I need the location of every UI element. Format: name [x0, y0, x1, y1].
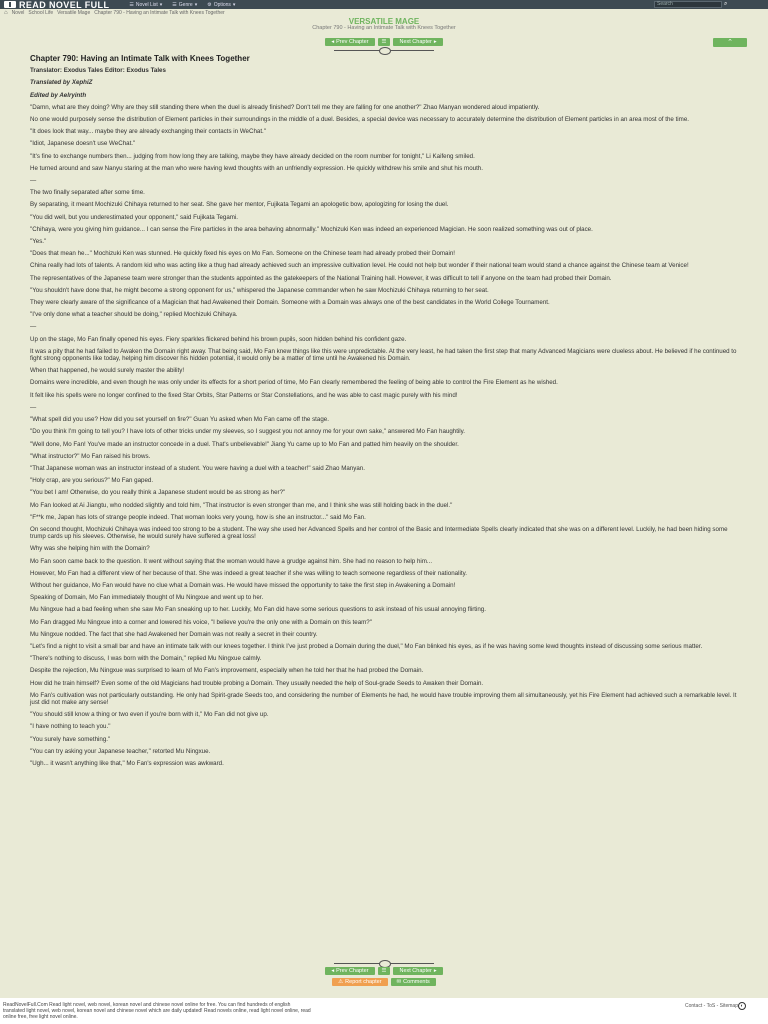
home-icon[interactable]: ⌂ [4, 10, 8, 16]
paragraph: "I've only done what a teacher should be doing," replied Mochizuki Chihaya. [30, 311, 238, 319]
paragraph: However, Mo Fan had a different view of her because of that. She was indeed a great teacher if she was willing to teach someone regardless of their nationality. [30, 569, 467, 577]
paragraph: "Let's find a night to visit a small bar and have an intimate talk with our knees together. I think I've just probed a Domain during the duel," Mo Fan blinked his eyes, as if he was having some lewd thoughts instead of discussing some serious matter. [30, 642, 703, 650]
chapter-nav-top [0, 38, 768, 46]
chapter-heading: Chapter 790: Having an Intimate Talk with Knees Together [30, 54, 250, 63]
ornament-divider-bottom [0, 960, 768, 966]
prev-chapter-button[interactable]: ◂ Prev Chapter [325, 38, 374, 46]
paragraphs [30, 104, 745, 767]
paragraph: China really had lots of talents. A random kid who was acting like a thug had already achieved such an impressive cultivation level. He could not help but wonder if their national team would stand a chance against the Chinese team at Venice! [30, 262, 689, 270]
paragraph: "It's fine to exchange numbers then... judging from how long they are talking, maybe they have already decided on the room number for tonight," Li Kaifeng smiled. [30, 152, 475, 160]
paragraph: "Damn, what are they doing? Why are they still standing there when the duel is already finished? Don't tell me they are falling for one another?" Zhao Manyan wondered aloud impatiently. [30, 103, 540, 111]
paragraph: "What instructor?" Mo Fan raised his brows. [30, 452, 151, 460]
logo-text: READ NOVEL FULL [19, 0, 110, 10]
chapter-list-button[interactable]: ☰ [378, 38, 391, 46]
paragraph: Domains were incredible, and even though he was only under its effects for a short period of time, Mo Fan clearly remembered the feeling of being able to control the Fire Element as he wished. [30, 379, 558, 387]
paragraph: "Idiot, Japanese doesn't use WeChat." [30, 140, 136, 148]
paragraph: The two finally separated after some time. [30, 189, 145, 197]
paragraph: "Do you think I'm going to tell you? I have lots of other tricks under my sleeves, so I suggest you not annoy me for your own sake," answered Mo Fan haughtily. [30, 428, 466, 436]
nav-options[interactable]: ⚙ Options ▾ [207, 1, 236, 8]
ornament-divider [0, 47, 768, 53]
paragraph: Mu Ningxue nodded. The fact that she had Awakened her Domain was not really a secret in their country. [30, 630, 318, 638]
footer-links[interactable]: Contact - ToS - Sitemap [685, 1003, 738, 1009]
chapter-nav-bottom [0, 967, 768, 975]
paragraph: It was a pity that he had failed to Awaken the Domain right away. That being said, Mo Fan knew things like this were unpredictable. At the very least, he had taken the first step that many Advanced Magicians were clueless about. He believed if he continued to fight strong opponents like today, helping him discover his hidden potential, it would only be a matter of time until he Awakened his Domain. [30, 347, 737, 363]
next-chapter-button-bottom[interactable]: Next Chapter ▸ [393, 967, 442, 975]
footer [0, 998, 768, 1024]
paragraph: — [30, 177, 37, 185]
scroll-up-button[interactable]: ⌃ [713, 38, 747, 47]
paragraph: How did he train himself? Even some of the old Magicians had trouble probing a Domain. They usually needed the help of Soul-grade Seeds to Awaken their Domain. [30, 679, 484, 687]
breadcrumb [4, 10, 225, 16]
paragraph: On second thought, Mochizuki Chihaya was indeed too strong to be a student. The way she used her Advanced Spells and her control of the Basic and Intermediate Spells clearly indicated that she was on a different level. Luckily, he had been hiding some trump cards up his sleeves. Otherwise, he would surely have suffered a great loss! [30, 525, 728, 541]
chapter-actions [0, 978, 768, 986]
paragraph: "Holy crap, are you serious?" Mo Fan gaped. [30, 477, 154, 485]
paragraph: "It does look that way... maybe they are already exchanging their contacts in WeChat." [30, 128, 266, 136]
breadcrumb-genre[interactable]: School Life [28, 10, 54, 16]
paragraph: They were clearly aware of the significance of a Magician that had Awakened their Domain. Someone with a Domain was always one of the best candidates in the World College Tournament. [30, 299, 550, 307]
paragraph: Mo Fan soon came back to the question. It went without saying that the woman would have a grudge against him. She had no reason to help him... [30, 557, 433, 565]
chapter-content [30, 55, 745, 772]
footer-text: ReadNovelFull.Com Read light novel, web novel, korean novel and chinese novel online for free. You can find hundreds of english translated light novel, web novel, korean novel and chinese novel which are daily updated! Read novels online, read light novel online, read online free, free light novel online. [3, 1002, 311, 1020]
paragraph: The representatives of the Japanese team were stronger than the students appointed as the gatekeepers of the National Training hall. However, it was difficult to tell if anyone on the team had probed their Domain. [30, 274, 612, 282]
paragraph: — [30, 323, 37, 331]
paragraph: Mu Ningxue had a bad feeling when she saw Mo Fan sneaking up to her. Luckily, Mo Fan did have some serious questions to ask instead of his usual annoying flirting. [30, 606, 486, 614]
comments-button[interactable]: ✉ Comments [391, 978, 436, 986]
paragraph: "There's nothing to discuss, I was born with the Domain," replied Mu Ningxue calmly. [30, 655, 262, 663]
theme-toggle-icon[interactable]: ◐ [738, 1002, 746, 1010]
paragraph: "What spell did you use? How did you set yourself on fire?" Guan Yu asked when Mo Fan came off the stage. [30, 416, 329, 424]
breadcrumb-chapter: Chapter 790 - Having an Intimate Talk with Knees Together [94, 10, 225, 16]
paragraph: "Well done, Mo Fan! You've made an instructor concede in a duel. That's unbelievable!" Jiang Yu came up to Mo Fan and patted him heavily on the shoulder. [30, 440, 459, 448]
paragraph: Mo Fan dragged Mu Ningxue into a corner and lowered his voice, "I believe you're the only one with a Domain on this team?" [30, 618, 372, 626]
paragraph: "Does that mean he..." Mochizuki Ken was stunned. He quickly fixed his eyes on Mo Fan. Someone on the Chinese team had already probed their Domain! [30, 250, 456, 258]
paragraph: "Yes." [30, 238, 47, 246]
paragraph: Up on the stage, Mo Fan finally opened his eyes. Fiery sparkles flickered behind his brown pupils, soon hidden behind his confident gaze. [30, 335, 407, 343]
nav-genre[interactable]: ☰ Genre ▾ [172, 1, 198, 8]
novel-title[interactable]: VERSATILE MAGE [348, 17, 420, 26]
paragraph: "That Japanese woman was an instructor instead of a student. You were having a duel with a teacher!" said Zhao Manyan. [30, 464, 365, 472]
paragraph: Mo Fan's cultivation was not particularly outstanding. He only had Spirit-grade Seeds too, and considering the number of Elements he had, he would have trouble improving them all simultaneously, yet his Fire Element had achieved such a remarkable level. It just did not make any sense! [30, 691, 737, 706]
paragraph: — [30, 403, 37, 411]
chapter-list-button-bottom[interactable]: ☰ [378, 967, 391, 975]
paragraph: Despite the rejection, Mu Ningxue was surprised to learn of Mo Fan's improvement, especially when he told her that he had probed the Domain. [30, 667, 424, 675]
paragraph: Speaking of Domain, Mo Fan immediately thought of Mu Ningxue and went up to her. [30, 594, 264, 602]
paragraph: No one would purposely sense the distribution of Element particles in their surroundings in the middle of a duel. Besides, a special device was necessary to accurately determine the distribution of Element particles in an area most of the time. [30, 116, 689, 124]
paragraph: Mo Fan looked at Ai Jiangtu, who nodded slightly and told him, "That instructor is even stronger than me, and I think she was still holding back in the duel." [30, 501, 453, 509]
paragraph: "I have nothing to teach you." [30, 723, 111, 731]
paragraph: "You bet I am! Otherwise, do you really think a Japanese student would be as strong as her?" [30, 489, 286, 497]
top-navbar [0, 0, 768, 9]
paragraph: "F**k me, Japan has lots of strange people indeed. That woman looks very young, how is she an instructor..." said Mo Fan. [30, 513, 366, 521]
paragraph: It felt like his spells were no longer confined to the fixed Star Orbits, Star Patterns or Star Constellations, and he was able to cast magic purely with his mind! [30, 391, 458, 399]
paragraph: "You can try asking your Japanese teacher," retorted Mu Ningxue. [30, 747, 211, 755]
translated-by: Translated by XephiZ [30, 79, 93, 87]
translator-credit: Translator: Exodus Tales Editor: Exodus Tales [30, 67, 166, 75]
breadcrumb-novel[interactable]: Novel [11, 10, 25, 16]
book-icon [4, 1, 16, 8]
breadcrumb-novel-title[interactable]: Versatile Mage [57, 10, 91, 16]
search-icon[interactable]: ⌕ [724, 1, 728, 7]
paragraph: By separating, it meant Mochizuki Chihaya returned to her seat. She gave her mentor, Fujikata Tegami an apologetic bow, apologizing for losing the duel. [30, 201, 449, 209]
paragraph: When that happened, he would surely master the ability! [30, 367, 185, 375]
paragraph: "You did well, but you underestimated your opponent," said Fujikata Tegami. [30, 213, 239, 221]
paragraph: "You shouldn't have done that, he might become a strong opponent for us," whispered the Japanese commander when he saw Mochizuki Chihaya returning to her seat. [30, 286, 489, 294]
paragraph: "Ugh... it wasn't anything like that," Mo Fan's expression was awkward. [30, 759, 224, 767]
paragraph: "You surely have something." [30, 735, 111, 743]
paragraph: Without her guidance, Mo Fan would have no clue what a Domain was. He would have missed the opportunity to take the first step in Awakening a Domain! [30, 581, 456, 589]
paragraph: "Chihaya, were you giving him guidance... I can sense the Fire particles in the area behaving abnormally." Mochizuki Ken was indeed an experienced Magician. He soon realized something was out of place. [30, 225, 593, 233]
nav-novel-list[interactable]: ☰ Novel List ▾ [129, 1, 163, 8]
paragraph: He turned around and saw Nanyu staring at the man who were having lewd thoughts with an unfriendly expression. He quickly withdrew his smile and shut his mouth. [30, 164, 483, 172]
next-chapter-button[interactable]: Next Chapter ▸ [393, 38, 442, 46]
prev-chapter-button-bottom[interactable]: ◂ Prev Chapter [325, 967, 374, 975]
paragraph: "You should still know a thing or two even if you're born with it," Mo Fan did not give up. [30, 711, 269, 719]
site-logo[interactable] [4, 0, 109, 10]
top-nav-menu [129, 2, 235, 8]
edited-by: Edited by Aelryinth [30, 91, 87, 99]
chapter-subtitle: Chapter 790 - Having an Intimate Talk with Knees Together [312, 25, 456, 31]
search-input[interactable]: Search [654, 1, 722, 8]
report-chapter-button[interactable]: ⚠ Report chapter [332, 978, 387, 986]
paragraph: Why was she helping him with the Domain? [30, 545, 150, 553]
